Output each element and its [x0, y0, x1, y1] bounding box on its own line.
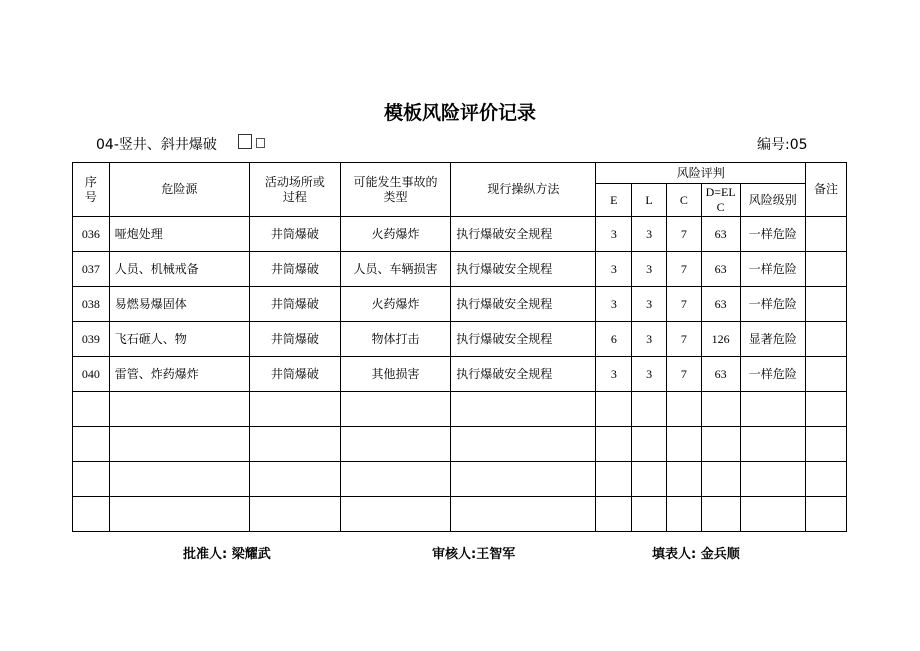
cell-accident: 火药爆炸 [340, 217, 450, 252]
empty-row [73, 462, 847, 497]
empty-cell [740, 427, 805, 462]
table-row [73, 322, 847, 357]
empty-cell [666, 392, 701, 427]
empty-cell [806, 462, 847, 497]
empty-cell [109, 497, 249, 532]
empty-row [73, 427, 847, 462]
empty-cell [73, 462, 110, 497]
cell-accident: 其他损害 [340, 357, 450, 392]
cell-note [806, 252, 847, 287]
empty-cell [701, 462, 740, 497]
cell-e: 6 [596, 322, 632, 357]
header-e: E [596, 184, 632, 217]
table-row [73, 217, 847, 252]
cell-accident: 物体打击 [340, 322, 450, 357]
cell-level: 一样危险 [740, 287, 805, 322]
document-subtitle: 04-竖井、斜井爆破 [96, 137, 217, 153]
empty-cell [109, 427, 249, 462]
cell-l: 3 [632, 357, 667, 392]
header-hazard: 危险源 [109, 163, 249, 217]
header-d: D=EL C [701, 184, 740, 217]
cell-method: 执行爆破安全规程 [451, 322, 596, 357]
cell-hazard: 雷管、炸药爆炸 [109, 357, 249, 392]
empty-cell [701, 392, 740, 427]
empty-cell [249, 427, 340, 462]
small-checkbox-icon [256, 138, 265, 148]
cell-e: 3 [596, 357, 632, 392]
cell-place: 井筒爆破 [249, 252, 340, 287]
empty-cell [340, 427, 450, 462]
header-risk-group: 风险评判 [596, 163, 806, 184]
empty-cell [340, 497, 450, 532]
cell-hazard: 哑炮处理 [109, 217, 249, 252]
empty-cell [806, 497, 847, 532]
cell-l: 3 [632, 252, 667, 287]
empty-row [73, 497, 847, 532]
cell-e: 3 [596, 217, 632, 252]
header-l: L [632, 184, 667, 217]
empty-cell [249, 392, 340, 427]
cell-d: 63 [701, 287, 740, 322]
risk-evaluation-table [72, 162, 847, 532]
empty-cell [740, 392, 805, 427]
cell-note [806, 322, 847, 357]
cell-hazard: 易燃易爆固体 [109, 287, 249, 322]
empty-cell [340, 462, 450, 497]
cell-seq: 040 [73, 357, 110, 392]
header-accident: 可能发生事故的 类型 [340, 163, 450, 217]
cell-level: 一样危险 [740, 217, 805, 252]
empty-cell [73, 427, 110, 462]
empty-cell [249, 497, 340, 532]
empty-cell [666, 427, 701, 462]
cell-method: 执行爆破安全规程 [451, 287, 596, 322]
cell-l: 3 [632, 322, 667, 357]
cell-place: 井筒爆破 [249, 322, 340, 357]
empty-cell [666, 462, 701, 497]
header-place: 活动场所或 过程 [249, 163, 340, 217]
header-level: 风险级别 [740, 184, 805, 217]
cell-seq: 036 [73, 217, 110, 252]
cell-note [806, 357, 847, 392]
preparer: 填表人: 金兵顺 [652, 547, 740, 562]
cell-seq: 038 [73, 287, 110, 322]
cell-hazard: 人员、机械戒备 [109, 252, 249, 287]
cell-e: 3 [596, 287, 632, 322]
cell-l: 3 [632, 287, 667, 322]
cell-e: 3 [596, 252, 632, 287]
cell-c: 7 [666, 287, 701, 322]
empty-cell [701, 427, 740, 462]
empty-row [73, 392, 847, 427]
cell-d: 63 [701, 357, 740, 392]
reviewer: 审核人:王智军 [432, 547, 516, 562]
serial-number: 编号:05 [757, 137, 808, 153]
header-c: C [666, 184, 701, 217]
empty-cell [109, 392, 249, 427]
empty-cell [632, 392, 667, 427]
empty-cell [806, 427, 847, 462]
empty-cell [740, 462, 805, 497]
cell-method: 执行爆破安全规程 [451, 357, 596, 392]
empty-cell [632, 427, 667, 462]
empty-cell [596, 392, 632, 427]
cell-d: 126 [701, 322, 740, 357]
document-title: 模板风险评价记录 [383, 102, 536, 124]
empty-cell [596, 497, 632, 532]
cell-level: 一样危险 [740, 357, 805, 392]
empty-cell [451, 462, 596, 497]
header-seq: 序 号 [73, 163, 110, 217]
approver: 批准人: 梁耀武 [183, 547, 271, 562]
empty-cell [740, 497, 805, 532]
empty-cell [109, 462, 249, 497]
cell-method: 执行爆破安全规程 [451, 217, 596, 252]
empty-cell [806, 392, 847, 427]
cell-level: 一样危险 [740, 252, 805, 287]
cell-l: 3 [632, 217, 667, 252]
cell-d: 63 [701, 217, 740, 252]
header-note: 备注 [806, 163, 847, 217]
empty-cell [249, 462, 340, 497]
cell-c: 7 [666, 357, 701, 392]
cell-accident: 火药爆炸 [340, 287, 450, 322]
empty-cell [596, 427, 632, 462]
table-row [73, 252, 847, 287]
cell-note [806, 217, 847, 252]
cell-method: 执行爆破安全规程 [451, 252, 596, 287]
header-method: 现行操纵方法 [451, 163, 596, 217]
cell-c: 7 [666, 252, 701, 287]
checkbox-icon [238, 134, 252, 149]
cell-c: 7 [666, 322, 701, 357]
empty-cell [596, 462, 632, 497]
cell-place: 井筒爆破 [249, 217, 340, 252]
cell-hazard: 飞石砸人、物 [109, 322, 249, 357]
cell-note [806, 287, 847, 322]
empty-cell [73, 497, 110, 532]
cell-d: 63 [701, 252, 740, 287]
cell-accident: 人员、车辆损害 [340, 252, 450, 287]
empty-cell [666, 497, 701, 532]
empty-cell [451, 497, 596, 532]
table-row [73, 357, 847, 392]
empty-cell [340, 392, 450, 427]
empty-cell [451, 427, 596, 462]
cell-seq: 037 [73, 252, 110, 287]
cell-level: 显著危险 [740, 322, 805, 357]
cell-c: 7 [666, 217, 701, 252]
empty-cell [451, 392, 596, 427]
cell-place: 井筒爆破 [249, 357, 340, 392]
empty-cell [632, 462, 667, 497]
empty-cell [701, 497, 740, 532]
cell-place: 井筒爆破 [249, 287, 340, 322]
empty-cell [632, 497, 667, 532]
cell-seq: 039 [73, 322, 110, 357]
empty-cell [73, 392, 110, 427]
table-row [73, 287, 847, 322]
